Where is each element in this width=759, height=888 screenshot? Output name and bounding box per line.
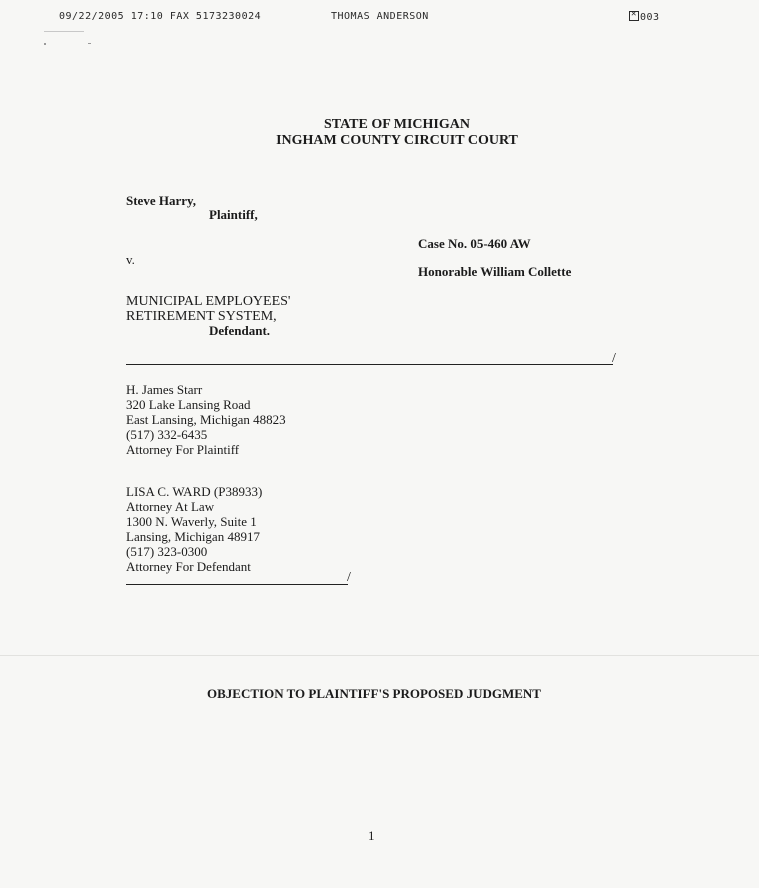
scan-artifact	[44, 31, 84, 32]
attorney-line: Attorney For Defendant	[126, 559, 251, 574]
fax-page-ref: ✕ 003	[631, 9, 660, 23]
attorney-line: East Lansing, Michigan 48823	[126, 412, 286, 427]
attorney-line: H. James Starr	[126, 382, 203, 397]
defendant-role: Defendant.	[209, 323, 271, 338]
attorney-line: 320 Lake Lansing Road	[126, 397, 251, 412]
case-number: Case No. 05-460 AW	[418, 236, 531, 251]
attorney-line: Attorney For Plaintiff	[126, 442, 240, 457]
attorney-divider-slash: /	[347, 570, 351, 585]
page-number: 1	[368, 828, 375, 843]
plaintiff-role: Plaintiff,	[209, 207, 258, 222]
caption-divider-slash: /	[612, 351, 616, 366]
versus: v.	[126, 252, 135, 267]
attorney-line: 1300 N. Waverly, Suite 1	[126, 514, 257, 529]
checkbox-icon: ✕	[629, 11, 639, 21]
paper-fold	[0, 655, 759, 656]
attorney-line: Attorney At Law	[126, 499, 215, 514]
defendant-line2: RETIREMENT SYSTEM,	[126, 309, 277, 324]
plaintiff-name: Steve Harry,	[126, 193, 197, 208]
judge-name: Honorable William Collette	[418, 264, 572, 279]
court-name: INGHAM COUNTY CIRCUIT COURT	[276, 133, 518, 148]
attorney-line: (517) 323-0300	[126, 544, 208, 559]
defendant-attorney-block	[126, 484, 262, 574]
document-title: OBJECTION TO PLAINTIFF'S PROPOSED JUDGMENT	[207, 686, 541, 701]
fax-datetime: 09/22/2005 17:10 FAX 5173230024	[59, 11, 262, 22]
fax-sender: THOMAS ANDERSON	[331, 11, 429, 22]
scan-artifact	[88, 43, 91, 44]
attorney-line: (517) 332-6435	[126, 427, 208, 442]
caption-divider	[126, 364, 613, 365]
plaintiff-attorney-block	[126, 382, 286, 457]
defendant-line1: MUNICIPAL EMPLOYEES'	[126, 294, 291, 309]
attorney-divider	[126, 584, 348, 585]
attorney-line: LISA C. WARD (P38933)	[126, 484, 263, 499]
court-state: STATE OF MICHIGAN	[324, 117, 470, 132]
attorney-line: Lansing, Michigan 48917	[126, 529, 260, 544]
scan-artifact	[44, 43, 46, 45]
